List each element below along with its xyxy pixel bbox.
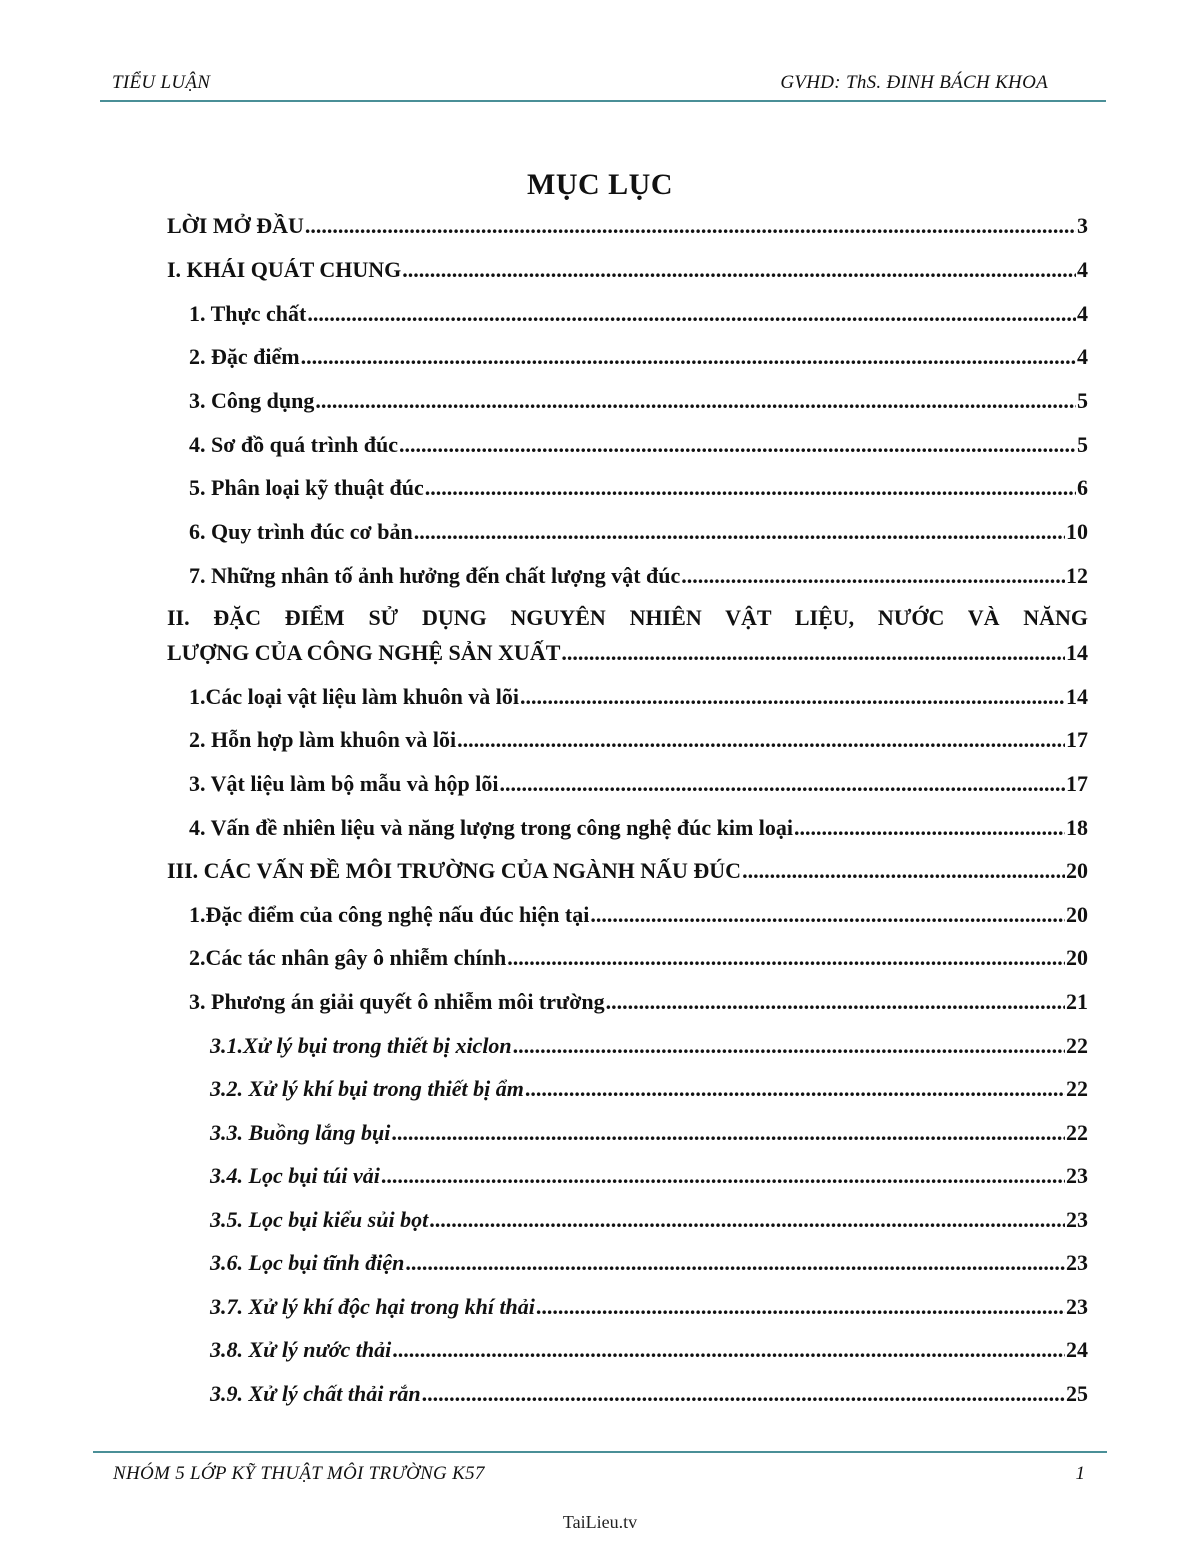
toc-entry[interactable] [210,1068,1088,1102]
toc-entry[interactable] [189,555,1088,589]
toc-entry-text: 3.9. Xử lý chất thải rắn [210,1381,421,1406]
page-header [100,70,1106,102]
header-right-text: GVHD: ThS. ĐINH BÁCH KHOA [780,72,1048,93]
toc-entry-text: III. CÁC VẤN ĐỀ MÔI TRƯỜNG CỦA NGÀNH NẤU ĐÚC [167,858,742,883]
toc-entry-page: 24 [1066,1337,1088,1362]
toc-entry-text: LƯỢNG CỦA CÔNG NGHỆ SẢN XUẤT [167,640,561,665]
toc-entry-text: 2. Đặc điểm [189,344,300,369]
toc-entry-page: 23 [1066,1250,1088,1275]
toc-entry-text: 3.2. Xử lý khí bụi trong thiết bị ẩm [210,1076,524,1101]
toc-entry[interactable] [210,1199,1088,1233]
toc-entry-page: 10 [1066,519,1088,544]
toc-entry-text: 2.Các tác nhân gây ô nhiễm chính [189,945,507,970]
toc-entry[interactable] [210,1112,1088,1146]
toc-entry-text: 3.6. Lọc bụi tĩnh điện [210,1250,405,1275]
toc-entry-text: 4. Sơ đồ quá trình đúc [189,432,399,457]
toc-entry[interactable] [189,380,1088,414]
toc-entry-text: 3.3. Buồng lắng bụi [210,1120,391,1145]
toc-entry-page: 17 [1066,727,1088,752]
toc-entry-page: 18 [1066,815,1088,840]
toc-entry-text: 3. Công dụng [189,388,315,413]
toc-entry-page: 25 [1066,1381,1088,1406]
toc-entry-text: LỜI MỞ ĐẦU [167,213,304,238]
toc-entry-page: 22 [1066,1120,1088,1145]
watermark-text: TaiLieu.tv [562,1512,638,1532]
toc-entry-page: 4 [1077,301,1088,326]
footer-page-number: 1 [1075,1463,1085,1484]
toc-entry-page: 23 [1066,1294,1088,1319]
toc-entry[interactable] [189,336,1088,370]
toc-entry[interactable] [210,1329,1088,1363]
toc-entry[interactable] [189,293,1088,327]
toc-entry-text: 4. Vấn đề nhiên liệu và năng lượng trong công nghệ đúc kim loại [189,815,794,840]
toc-entry[interactable] [189,981,1088,1015]
toc-entry-page: 22 [1066,1076,1088,1101]
toc-entry-text: 3.5. Lọc bụi kiểu sủi bọt [210,1207,429,1232]
toc-entry-text: I. KHÁI QUÁT CHUNG [167,257,402,282]
toc-entry[interactable] [189,719,1088,753]
page-title: MỤC LỤC [527,168,673,201]
toc-entry[interactable] [167,850,1088,884]
toc-entry-page: 20 [1066,902,1088,927]
toc-entry-page: 23 [1066,1163,1088,1188]
footer-left-text: NHÓM 5 LỚP KỸ THUẬT MÔI TRƯỜNG K57 [113,1463,485,1484]
toc-entry[interactable] [210,1373,1088,1407]
toc-entry-page: 3 [1077,213,1088,238]
toc-entry-page: 20 [1066,858,1088,883]
toc-entry-text: 3. Phương án giải quyết ô nhiễm môi trường [189,989,605,1014]
toc-entry-text: 1.Các loại vật liệu làm khuôn và lõi [189,684,520,709]
toc-entry-page: 20 [1066,945,1088,970]
toc-entry-text: 3.1.Xử lý bụi trong thiết bị xiclon [210,1033,512,1058]
toc-entry-page: 12 [1066,563,1088,588]
toc-entry-page: 5 [1077,388,1088,413]
toc-entry-page: 4 [1077,257,1088,282]
toc-entry[interactable] [210,1286,1088,1320]
toc-entry-page: 21 [1066,989,1088,1014]
toc-entry[interactable] [189,676,1088,710]
toc-entry-page: 17 [1066,771,1088,796]
toc-entry-page: 22 [1066,1033,1088,1058]
toc-entry-text: 6. Quy trình đúc cơ bản [189,519,413,544]
toc-entry[interactable] [210,1242,1088,1276]
toc-entry-page: 4 [1077,344,1088,369]
header-left-text: TIỂU LUẬN [112,72,211,93]
toc-entry[interactable] [189,467,1088,501]
toc-entry-text: 3.4. Lọc bụi túi vải [210,1163,380,1188]
toc-entry[interactable] [189,807,1088,841]
toc-entry[interactable] [210,1155,1088,1189]
toc-entry-text: 3.8. Xử lý nước thải [210,1337,392,1362]
page-footer [93,1451,1107,1493]
toc-entry[interactable] [167,205,1088,239]
toc-entry[interactable] [167,632,1088,666]
toc-entry-text: 3. Vật liệu làm bộ mẫu và hộp lõi [189,771,499,796]
toc-entry-text: 5. Phân loại kỹ thuật đúc [189,475,424,500]
toc-entry-page: 5 [1077,432,1088,457]
toc-entry[interactable] [189,511,1088,545]
toc-entry-heading-line[interactable] [167,597,1088,631]
toc-entry-text: 7. Những nhân tố ảnh hưởng đến chất lượng vật đúc [189,563,681,588]
toc-entry-page: 14 [1066,684,1088,709]
toc-entry[interactable] [189,763,1088,797]
toc-entry[interactable] [210,1025,1088,1059]
toc-entry[interactable] [167,249,1088,283]
toc-entry[interactable] [189,894,1088,928]
toc-entry-page: 23 [1066,1207,1088,1232]
toc-entry-page: 6 [1077,475,1088,500]
toc-entry[interactable] [189,424,1088,458]
toc-entry-text: II. ĐẶC ĐIỂM SỬ DỤNG NGUYÊN NHIÊN VẬT LIỆU, NƯỚC VÀ NĂNG [167,605,1088,630]
toc-entry-page: 14 [1066,640,1088,665]
toc-entry-text: 1. Thực chất [189,301,307,326]
toc-entry-text: 3.7. Xử lý khí độc hại trong khí thải [210,1294,535,1319]
toc-entry[interactable] [189,937,1088,971]
toc-entry-text: 1.Đặc điểm của công nghệ nấu đúc hiện tại [189,902,590,927]
toc-entry-text: 2. Hỗn hợp làm khuôn và lõi [189,727,457,752]
